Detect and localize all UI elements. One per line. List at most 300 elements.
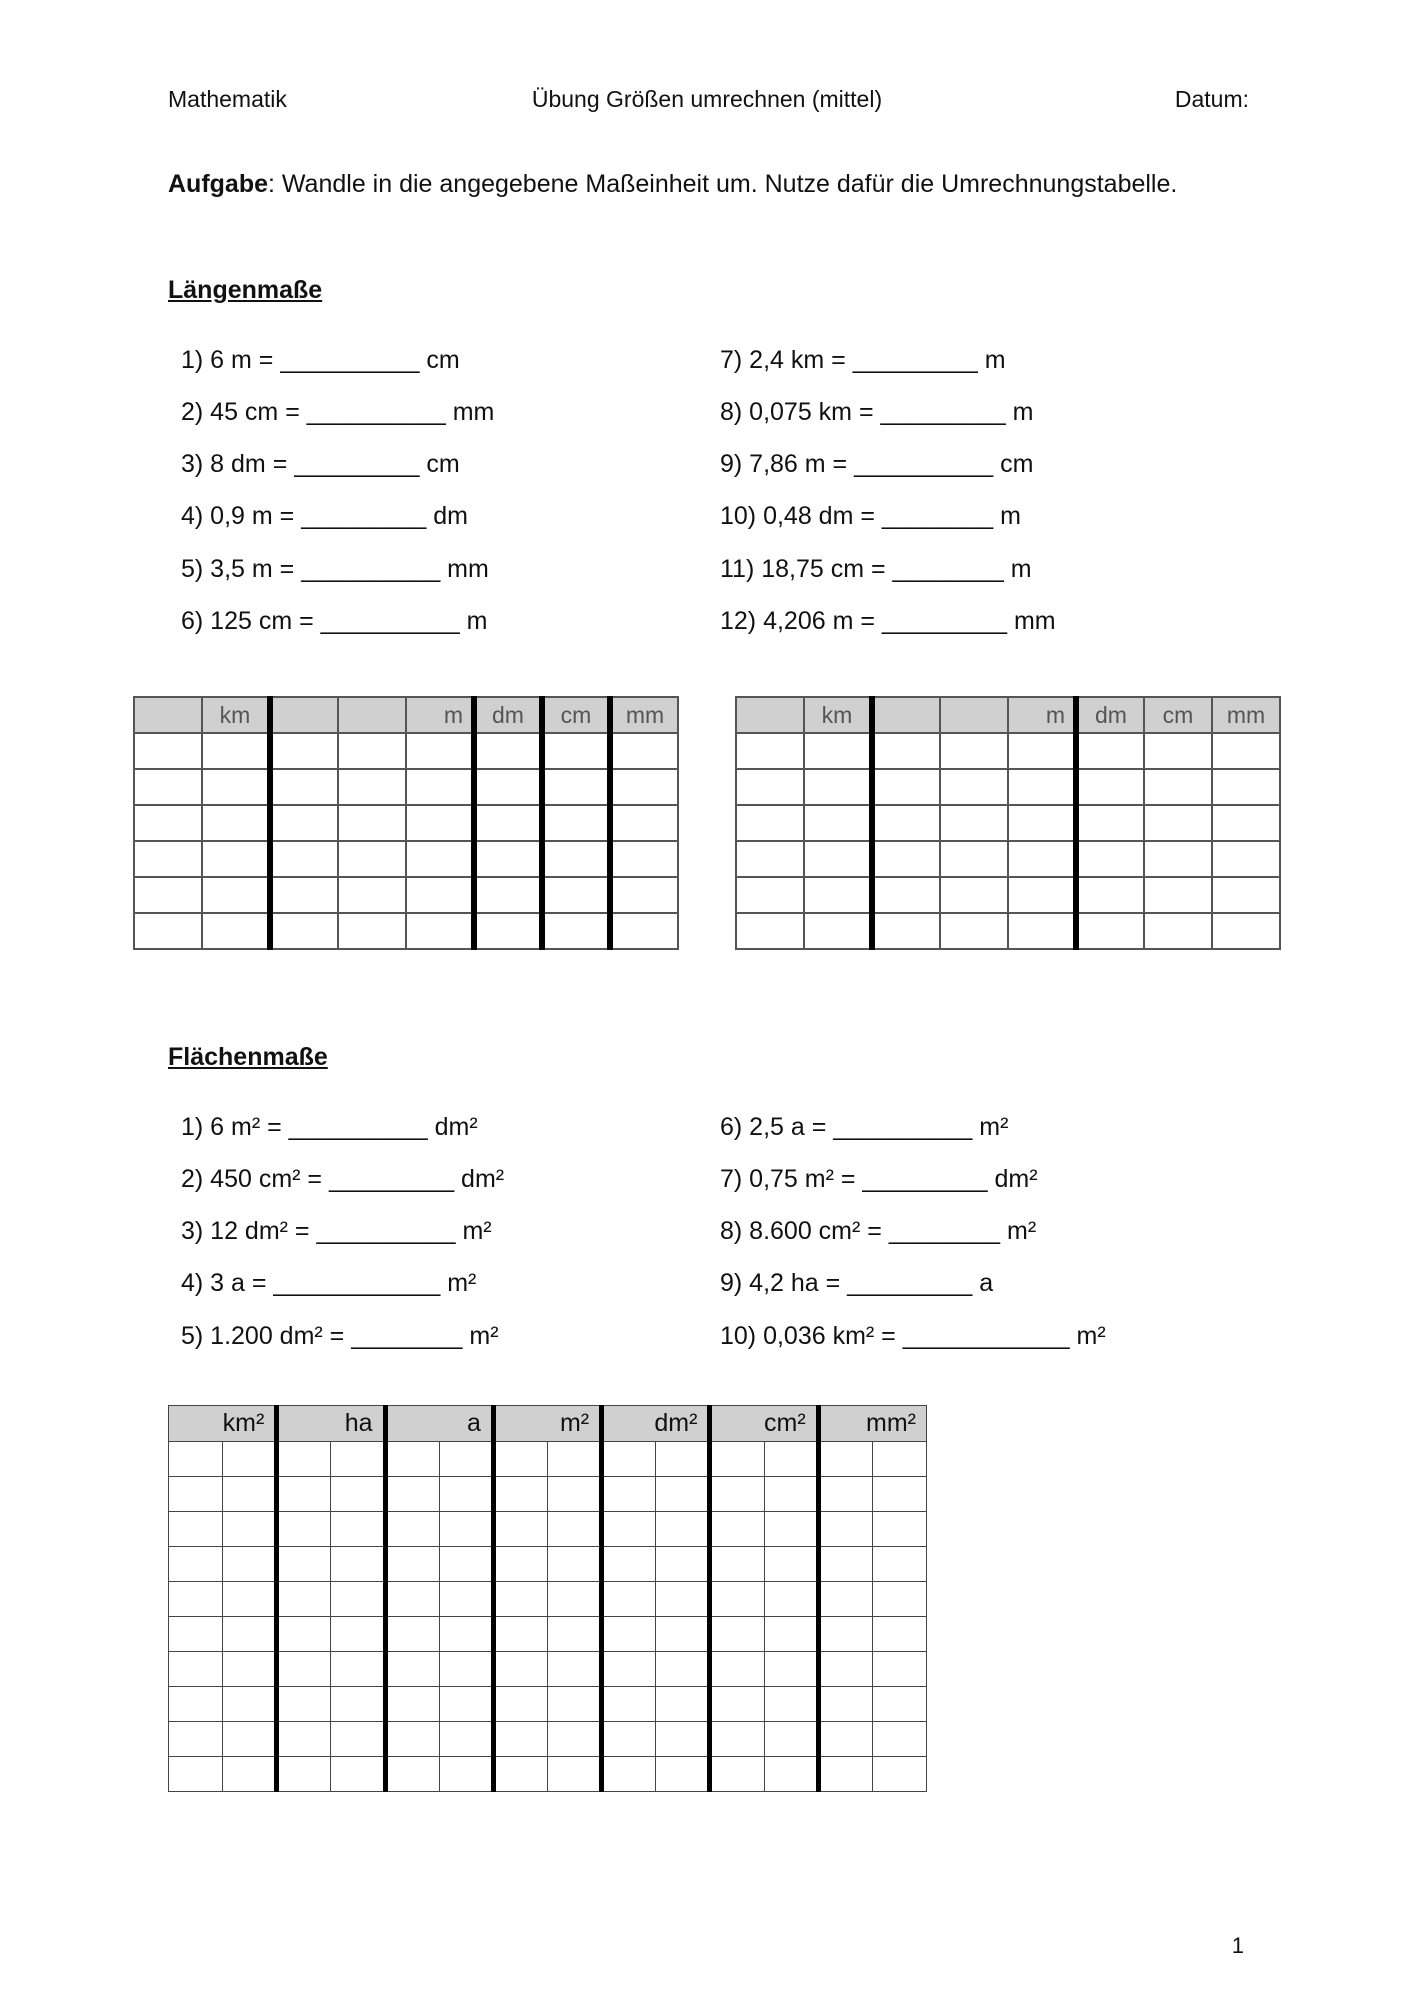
table-cell[interactable]: [1144, 769, 1212, 805]
table-cell[interactable]: [439, 1547, 493, 1582]
table-cell[interactable]: [169, 1477, 223, 1512]
table-cell[interactable]: [331, 1687, 385, 1722]
table-cell[interactable]: [656, 1722, 710, 1757]
table-cell[interactable]: [547, 1687, 601, 1722]
table-row: [736, 805, 1280, 841]
table-cell[interactable]: [169, 1757, 223, 1792]
table-cell[interactable]: [169, 1582, 223, 1617]
task-label: Aufgabe: [168, 170, 268, 198]
table-row: [169, 1477, 927, 1512]
table-cell[interactable]: [493, 1722, 547, 1757]
length-exercise: 6) 125 cm = __________ m: [181, 607, 488, 635]
table-cell[interactable]: [602, 1477, 656, 1512]
table-cell[interactable]: [940, 733, 1008, 769]
table-cell[interactable]: [872, 1652, 926, 1687]
table-cell[interactable]: [223, 1687, 277, 1722]
table-cell[interactable]: [331, 1442, 385, 1477]
table-cell[interactable]: [547, 1442, 601, 1477]
table-cell[interactable]: [1008, 877, 1076, 913]
table-cell[interactable]: [940, 769, 1008, 805]
table-cell[interactable]: [710, 1582, 764, 1617]
column-header: [134, 697, 202, 733]
table-cell[interactable]: [1076, 733, 1144, 769]
table-cell[interactable]: [872, 733, 940, 769]
table-cell[interactable]: [1212, 769, 1280, 805]
table-cell[interactable]: [710, 1512, 764, 1547]
table-row: [134, 913, 678, 949]
table-cell[interactable]: [169, 1547, 223, 1582]
table-cell[interactable]: [764, 1687, 818, 1722]
table-row: [134, 841, 678, 877]
table-cell[interactable]: [493, 1617, 547, 1652]
table-row: [134, 733, 678, 769]
table-cell[interactable]: [493, 1477, 547, 1512]
table-cell[interactable]: [610, 805, 678, 841]
area-exercise: 1) 6 m² = __________ dm²: [181, 1113, 478, 1141]
table-cell[interactable]: [202, 913, 270, 949]
column-header: dm: [1076, 697, 1144, 733]
column-header: km: [202, 697, 270, 733]
table-cell[interactable]: [439, 1687, 493, 1722]
table-cell[interactable]: [542, 877, 610, 913]
table-cell[interactable]: [736, 805, 804, 841]
table-cell[interactable]: [764, 1757, 818, 1792]
table-cell[interactable]: [656, 1512, 710, 1547]
table-cell[interactable]: [710, 1477, 764, 1512]
table-cell[interactable]: [493, 1687, 547, 1722]
table-cell[interactable]: [134, 841, 202, 877]
table-cell[interactable]: [338, 913, 406, 949]
table-cell[interactable]: [277, 1582, 331, 1617]
table-cell[interactable]: [277, 1512, 331, 1547]
table-row: [134, 769, 678, 805]
table-cell[interactable]: [1008, 769, 1076, 805]
table-cell[interactable]: [385, 1582, 439, 1617]
table-cell[interactable]: [542, 913, 610, 949]
table-cell[interactable]: [331, 1582, 385, 1617]
length-exercise: 7) 2,4 km = _________ m: [720, 346, 1006, 374]
table-cell[interactable]: [277, 1617, 331, 1652]
table-cell[interactable]: [542, 805, 610, 841]
table-row: [134, 805, 678, 841]
table-cell[interactable]: [736, 841, 804, 877]
table-cell[interactable]: [656, 1617, 710, 1652]
column-header: m: [406, 697, 474, 733]
table-cell[interactable]: [223, 1617, 277, 1652]
table-cell[interactable]: [818, 1652, 872, 1687]
table-cell[interactable]: [818, 1582, 872, 1617]
subject-label: Mathematik: [168, 86, 287, 112]
table-cell[interactable]: [277, 1547, 331, 1582]
table-cell[interactable]: [547, 1512, 601, 1547]
table-row: [169, 1722, 927, 1757]
table-cell[interactable]: [331, 1547, 385, 1582]
table-cell[interactable]: [134, 913, 202, 949]
table-cell[interactable]: [736, 769, 804, 805]
table-cell[interactable]: [169, 1652, 223, 1687]
column-header: cm: [1144, 697, 1212, 733]
table-cell[interactable]: [277, 1757, 331, 1792]
table-cell[interactable]: [1212, 913, 1280, 949]
table-cell[interactable]: [547, 1617, 601, 1652]
table-cell[interactable]: [602, 1547, 656, 1582]
table-cell[interactable]: [277, 1442, 331, 1477]
table-cell[interactable]: [736, 877, 804, 913]
table-row: [169, 1687, 927, 1722]
table-cell[interactable]: [804, 841, 872, 877]
table-cell[interactable]: [818, 1547, 872, 1582]
table-cell[interactable]: [270, 733, 338, 769]
column-header: cm²: [710, 1406, 818, 1442]
table-cell[interactable]: [338, 841, 406, 877]
column-header: km²: [169, 1406, 277, 1442]
table-cell[interactable]: [872, 1757, 926, 1792]
table-cell[interactable]: [872, 1442, 926, 1477]
table-cell[interactable]: [202, 805, 270, 841]
length-exercise: 12) 4,206 m = _________ mm: [720, 607, 1056, 635]
table-cell[interactable]: [656, 1687, 710, 1722]
table-cell[interactable]: [872, 769, 940, 805]
table-row: [169, 1617, 927, 1652]
table-cell[interactable]: [331, 1652, 385, 1687]
page-number: 1: [1231, 1933, 1244, 1958]
table-cell[interactable]: [223, 1547, 277, 1582]
table-cell[interactable]: [818, 1687, 872, 1722]
column-header: [338, 697, 406, 733]
table-cell[interactable]: [1076, 805, 1144, 841]
table-cell[interactable]: [940, 841, 1008, 877]
table-cell[interactable]: [764, 1442, 818, 1477]
table-cell[interactable]: [439, 1442, 493, 1477]
table-cell[interactable]: [474, 841, 542, 877]
table-cell[interactable]: [474, 877, 542, 913]
table-cell[interactable]: [202, 877, 270, 913]
table-cell[interactable]: [277, 1687, 331, 1722]
area-exercise: 9) 4,2 ha = _________ a: [720, 1269, 994, 1297]
table-row: [169, 1652, 927, 1687]
table-cell[interactable]: [872, 1687, 926, 1722]
table-row: [736, 769, 1280, 805]
table-cell[interactable]: [439, 1722, 493, 1757]
table-cell[interactable]: [736, 913, 804, 949]
table-cell[interactable]: [818, 1722, 872, 1757]
column-header: dm²: [602, 1406, 710, 1442]
table-cell[interactable]: [1212, 805, 1280, 841]
table-row: [169, 1582, 927, 1617]
area-exercise: 8) 8.600 cm² = ________ m²: [720, 1217, 1037, 1245]
section-title-area: Flächenmaße: [168, 1043, 328, 1071]
table-cell[interactable]: [764, 1722, 818, 1757]
table-cell[interactable]: [474, 805, 542, 841]
table-cell[interactable]: [940, 805, 1008, 841]
table-cell[interactable]: [764, 1477, 818, 1512]
table-cell[interactable]: [169, 1442, 223, 1477]
table-cell[interactable]: [338, 877, 406, 913]
table-cell[interactable]: [474, 769, 542, 805]
table-cell[interactable]: [277, 1722, 331, 1757]
table-cell[interactable]: [872, 1512, 926, 1547]
table-cell[interactable]: [331, 1477, 385, 1512]
table-cell[interactable]: [547, 1757, 601, 1792]
table-cell[interactable]: [610, 877, 678, 913]
table-cell[interactable]: [940, 877, 1008, 913]
table-cell[interactable]: [940, 913, 1008, 949]
table-cell[interactable]: [406, 805, 474, 841]
table-cell[interactable]: [385, 1687, 439, 1722]
length-exercise: 9) 7,86 m = __________ cm: [720, 450, 1034, 478]
table-cell[interactable]: [710, 1722, 764, 1757]
table-row: [169, 1442, 927, 1477]
table-cell[interactable]: [1008, 805, 1076, 841]
table-cell[interactable]: [542, 733, 610, 769]
table-cell[interactable]: [602, 1652, 656, 1687]
table-cell[interactable]: [331, 1757, 385, 1792]
table-cell[interactable]: [223, 1442, 277, 1477]
table-cell[interactable]: [1144, 805, 1212, 841]
table-cell[interactable]: [764, 1512, 818, 1547]
table-cell[interactable]: [602, 1582, 656, 1617]
table-cell[interactable]: [1212, 733, 1280, 769]
table-cell[interactable]: [872, 841, 940, 877]
table-cell[interactable]: [1008, 841, 1076, 877]
table-row: [736, 913, 1280, 949]
table-cell[interactable]: [331, 1617, 385, 1652]
table-cell[interactable]: [610, 733, 678, 769]
table-cell[interactable]: [542, 841, 610, 877]
table-cell[interactable]: [804, 769, 872, 805]
table-row: [169, 1757, 927, 1792]
table-cell[interactable]: [542, 769, 610, 805]
table-cell[interactable]: [439, 1477, 493, 1512]
table-cell[interactable]: [710, 1687, 764, 1722]
table-cell[interactable]: [818, 1442, 872, 1477]
table-cell[interactable]: [818, 1512, 872, 1547]
column-header: [940, 697, 1008, 733]
table-cell[interactable]: [610, 913, 678, 949]
area-exercise: 5) 1.200 dm² = ________ m²: [181, 1322, 499, 1350]
table-cell[interactable]: [736, 733, 804, 769]
table-cell[interactable]: [547, 1722, 601, 1757]
table-cell[interactable]: [134, 733, 202, 769]
table-cell[interactable]: [223, 1652, 277, 1687]
table-cell[interactable]: [439, 1512, 493, 1547]
table-cell[interactable]: [338, 805, 406, 841]
table-cell[interactable]: [406, 877, 474, 913]
table-cell[interactable]: [547, 1547, 601, 1582]
table-cell[interactable]: [202, 841, 270, 877]
table-cell[interactable]: [602, 1442, 656, 1477]
table-cell[interactable]: [223, 1512, 277, 1547]
table-cell[interactable]: [270, 769, 338, 805]
table-cell[interactable]: [1212, 841, 1280, 877]
table-cell[interactable]: [493, 1512, 547, 1547]
length-exercise: 5) 3,5 m = __________ mm: [181, 555, 489, 583]
table-cell[interactable]: [406, 769, 474, 805]
table-cell[interactable]: [202, 733, 270, 769]
table-cell[interactable]: [277, 1652, 331, 1687]
table-cell[interactable]: [1008, 913, 1076, 949]
length-conversion-table-left: [133, 696, 679, 950]
table-cell[interactable]: [1076, 769, 1144, 805]
table-cell[interactable]: [656, 1547, 710, 1582]
table-cell[interactable]: [169, 1687, 223, 1722]
section-title-length: Längenmaße: [168, 276, 323, 304]
table-cell[interactable]: [385, 1757, 439, 1792]
table-cell[interactable]: [338, 733, 406, 769]
table-cell[interactable]: [223, 1477, 277, 1512]
worksheet-title: Übung Größen umrechnen (mittel): [531, 86, 883, 112]
column-header: [270, 697, 338, 733]
table-cell[interactable]: [710, 1617, 764, 1652]
table-cell[interactable]: [385, 1477, 439, 1512]
table-cell[interactable]: [223, 1757, 277, 1792]
table-cell[interactable]: [804, 913, 872, 949]
table-cell[interactable]: [610, 841, 678, 877]
table-cell[interactable]: [385, 1547, 439, 1582]
area-exercise: 4) 3 a = ____________ m²: [181, 1269, 477, 1297]
table-cell[interactable]: [818, 1477, 872, 1512]
table-cell[interactable]: [656, 1652, 710, 1687]
task-instruction: [168, 170, 1177, 199]
table-cell[interactable]: [385, 1442, 439, 1477]
column-header: mm: [610, 697, 678, 733]
table-cell[interactable]: [493, 1442, 547, 1477]
table-cell[interactable]: [406, 913, 474, 949]
table-cell[interactable]: [1212, 877, 1280, 913]
table-cell[interactable]: [1144, 877, 1212, 913]
table-cell[interactable]: [331, 1512, 385, 1547]
table-cell[interactable]: [804, 805, 872, 841]
table-cell[interactable]: [1144, 841, 1212, 877]
table-row: [736, 733, 1280, 769]
column-header: [872, 697, 940, 733]
table-row: [134, 877, 678, 913]
table-cell[interactable]: [602, 1722, 656, 1757]
table-cell[interactable]: [656, 1757, 710, 1792]
table-cell[interactable]: [385, 1617, 439, 1652]
table-cell[interactable]: [872, 805, 940, 841]
table-cell[interactable]: [169, 1617, 223, 1652]
table-row: [169, 1547, 927, 1582]
table-cell[interactable]: [602, 1512, 656, 1547]
table-cell[interactable]: [493, 1757, 547, 1792]
table-cell[interactable]: [277, 1477, 331, 1512]
column-header: km: [804, 697, 872, 733]
table-cell[interactable]: [439, 1617, 493, 1652]
table-cell[interactable]: [710, 1547, 764, 1582]
table-cell[interactable]: [385, 1512, 439, 1547]
table-cell[interactable]: [474, 913, 542, 949]
table-cell[interactable]: [134, 769, 202, 805]
table-cell[interactable]: [1144, 913, 1212, 949]
table-cell[interactable]: [1076, 913, 1144, 949]
column-header: a: [385, 1406, 493, 1442]
table-cell[interactable]: [547, 1477, 601, 1512]
table-cell[interactable]: [602, 1687, 656, 1722]
table-cell[interactable]: [656, 1582, 710, 1617]
table-cell[interactable]: [872, 1582, 926, 1617]
table-cell[interactable]: [710, 1652, 764, 1687]
table-cell[interactable]: [872, 1477, 926, 1512]
table-cell[interactable]: [223, 1582, 277, 1617]
table-cell[interactable]: [710, 1442, 764, 1477]
column-header: ha: [277, 1406, 385, 1442]
table-cell[interactable]: [223, 1722, 277, 1757]
table-cell[interactable]: [202, 769, 270, 805]
table-cell[interactable]: [872, 1722, 926, 1757]
length-exercise: 3) 8 dm = _________ cm: [181, 450, 460, 478]
area-exercise: 3) 12 dm² = __________ m²: [181, 1217, 492, 1245]
table-cell[interactable]: [439, 1757, 493, 1792]
table-cell[interactable]: [804, 733, 872, 769]
length-exercise: 4) 0,9 m = _________ dm: [181, 502, 468, 530]
table-cell[interactable]: [656, 1477, 710, 1512]
table-cell[interactable]: [764, 1617, 818, 1652]
table-cell[interactable]: [493, 1582, 547, 1617]
table-cell[interactable]: [1144, 733, 1212, 769]
table-cell[interactable]: [656, 1442, 710, 1477]
table-cell[interactable]: [764, 1582, 818, 1617]
length-exercise: 8) 0,075 km = _________ m: [720, 398, 1034, 426]
area-conversion-table: [168, 1405, 927, 1792]
table-cell[interactable]: [338, 769, 406, 805]
table-cell[interactable]: [547, 1582, 601, 1617]
table-cell[interactable]: [872, 1547, 926, 1582]
table-cell[interactable]: [872, 913, 940, 949]
table-cell[interactable]: [804, 877, 872, 913]
table-cell[interactable]: [406, 733, 474, 769]
table-cell[interactable]: [493, 1547, 547, 1582]
table-cell[interactable]: [385, 1722, 439, 1757]
table-cell[interactable]: [406, 841, 474, 877]
table-cell[interactable]: [872, 1617, 926, 1652]
table-cell[interactable]: [439, 1652, 493, 1687]
task-text: : Wandle in die angegebene Maßeinheit um. Nutze dafür die Umrechnungstabelle.: [268, 170, 1178, 198]
table-cell[interactable]: [439, 1582, 493, 1617]
table-cell[interactable]: [1076, 841, 1144, 877]
table-cell[interactable]: [270, 841, 338, 877]
table-cell[interactable]: [818, 1617, 872, 1652]
table-cell[interactable]: [602, 1757, 656, 1792]
table-cell[interactable]: [385, 1652, 439, 1687]
table-cell[interactable]: [818, 1757, 872, 1792]
table-cell[interactable]: [610, 769, 678, 805]
length-exercise: 1) 6 m = __________ cm: [181, 346, 460, 374]
table-cell[interactable]: [134, 877, 202, 913]
table-cell[interactable]: [474, 733, 542, 769]
table-cell[interactable]: [1008, 733, 1076, 769]
length-conversion-table-right: [735, 696, 1281, 950]
table-cell[interactable]: [270, 913, 338, 949]
table-cell[interactable]: [493, 1652, 547, 1687]
table-cell[interactable]: [547, 1652, 601, 1687]
table-cell[interactable]: [602, 1617, 656, 1652]
length-exercise: 11) 18,75 cm = ________ m: [720, 555, 1032, 583]
table-cell[interactable]: [1076, 877, 1144, 913]
table-cell[interactable]: [270, 877, 338, 913]
column-header: [736, 697, 804, 733]
table-cell[interactable]: [270, 805, 338, 841]
table-cell[interactable]: [764, 1652, 818, 1687]
table-cell[interactable]: [169, 1722, 223, 1757]
table-cell[interactable]: [710, 1757, 764, 1792]
table-cell[interactable]: [872, 877, 940, 913]
table-cell[interactable]: [331, 1722, 385, 1757]
table-cell[interactable]: [169, 1512, 223, 1547]
table-cell[interactable]: [134, 805, 202, 841]
table-cell[interactable]: [764, 1547, 818, 1582]
table-row: [736, 877, 1280, 913]
